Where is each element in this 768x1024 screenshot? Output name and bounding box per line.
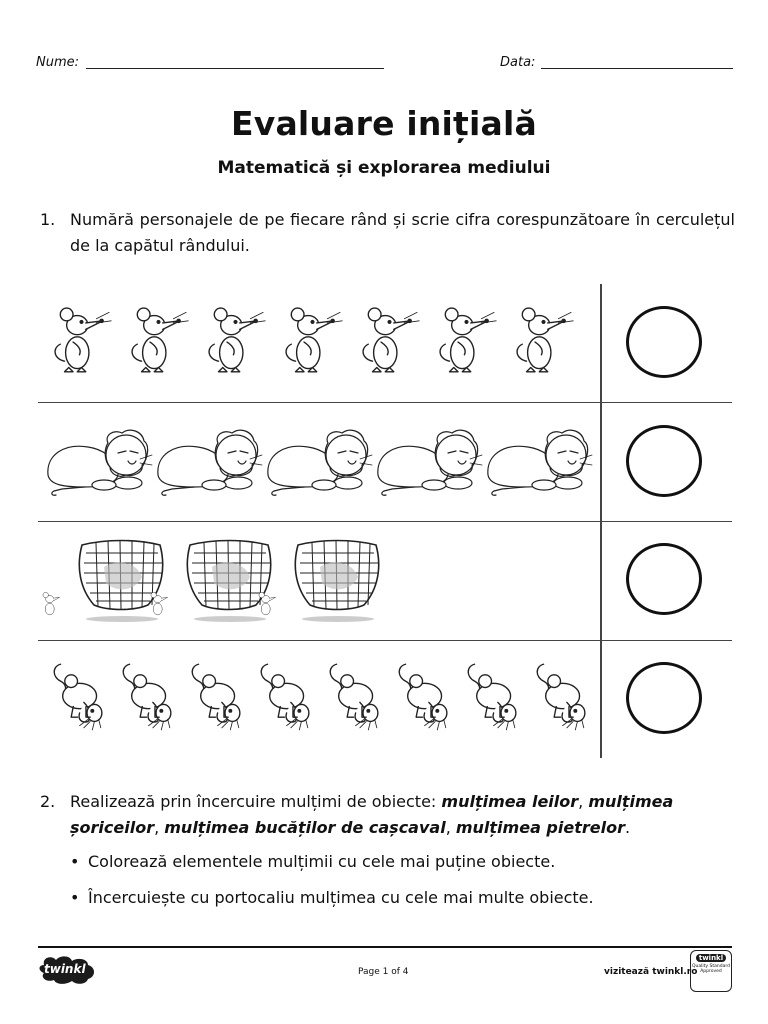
mouse-standing-icon [431,306,502,376]
question-text: Numără personajele de pe fiecare rând și scrie cifra corespunzătoare în cerculețul de la capătul rândului. [70,210,735,255]
answer-circle[interactable] [626,543,702,615]
set-cheese: mulțimea bucăților de cașcaval [164,818,446,837]
question-text: Realizează prin încercuire mulțimi de obiecte: mulțimea leilor, mulțimea șoriceilor, mulțimea bucăților de cașcaval, mulțimea pietrelor. [70,792,674,837]
bullet-item: • Colorează elementele mulțimii cu cele mai puține obiecte. [70,852,556,871]
mouse-sniffing-icon [529,660,592,732]
question-2 [40,789,735,841]
bullet-item: • Încercuiește cu portocaliu mulțimea cu cele mai multe obiecte. [70,888,594,907]
website-link[interactable]: vizitează twinkl.ro [604,967,698,977]
page-number: Page 1 of 4 [358,967,409,977]
row-4-pictures [46,660,592,732]
lion-icon [44,424,154,498]
mouse-sniffing-icon [460,660,523,732]
mouse-sniffing-icon [115,660,178,732]
question-number: 2. [40,792,56,811]
page-subtitle: Matematică și explorarea mediului [217,158,551,178]
mouse-standing-icon [354,306,425,376]
row-divider [38,521,732,522]
set-lions: mulțimea leilor [441,792,579,811]
quality-badge: twinkl Quality Standard Approved [690,950,732,992]
mouse-sniffing-icon [184,660,247,732]
page-title: Evaluare inițială [231,104,537,143]
mouse-standing-icon [123,306,194,376]
row-divider [38,640,732,641]
mouse-standing-icon [508,306,579,376]
lion-icon [264,424,374,498]
lion-icon [154,424,264,498]
mouse-sniffing-icon [391,660,454,732]
date-label: Data: [500,55,536,70]
mouse-standing-icon [277,306,348,376]
name-label: Nume: [36,55,80,70]
answer-circle[interactable] [626,425,702,497]
question-number: 1. [40,210,56,229]
lion-icon [374,424,484,498]
date-field[interactable] [541,68,733,69]
footer-divider [38,946,732,948]
row-2-pictures [44,424,594,498]
name-field[interactable] [86,68,384,69]
twinkl-logo[interactable]: twinkl [38,955,98,985]
mouse-standing-icon [200,306,271,376]
mouse-sniffing-icon [46,660,109,732]
mouse-standing-icon [46,306,117,376]
cheese-wheel-icon [252,536,382,626]
question-1 [40,207,735,259]
answer-circle[interactable] [626,662,702,734]
mouse-sniffing-icon [253,660,316,732]
answer-circle[interactable] [626,306,702,378]
row-divider [38,402,732,403]
row-3-pictures [36,536,382,626]
mouse-sniffing-icon [322,660,385,732]
set-stones: mulțimea pietrelor [455,818,625,837]
row-1-pictures [46,306,579,376]
lion-icon [484,424,594,498]
set-mice: mulțimea șoriceilor [70,792,674,837]
